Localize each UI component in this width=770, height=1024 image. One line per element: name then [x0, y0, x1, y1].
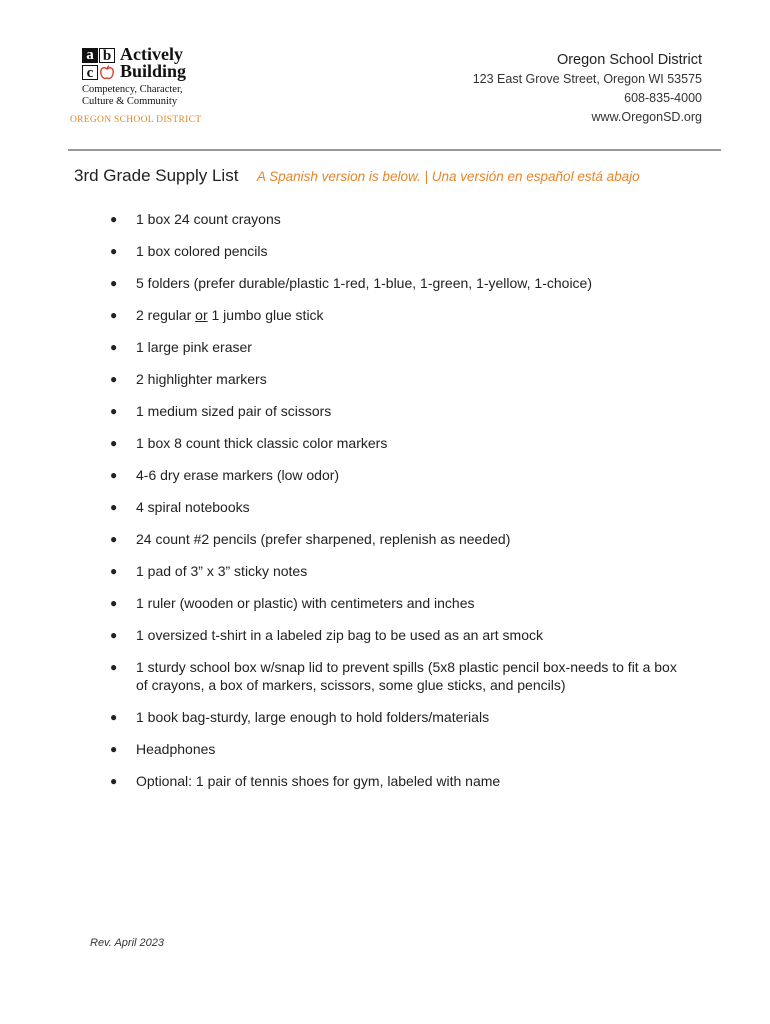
bullet-icon: ● — [110, 308, 118, 322]
list-item — [110, 370, 690, 388]
logo-tagline-2: Culture & Community — [82, 96, 178, 107]
list-item-text: 1 medium sized pair of scissors — [136, 403, 332, 419]
list-item — [110, 658, 690, 694]
bullet-icon: ● — [110, 628, 118, 642]
list-item-text: 2 regular or 1 jumbo glue stick — [136, 307, 324, 323]
website-link[interactable]: www.OregonSD.org — [591, 110, 702, 124]
list-item-text: 4-6 dry erase markers (low odor) — [136, 467, 340, 483]
district-name: Oregon School District — [556, 52, 702, 68]
bullet-icon: ● — [110, 564, 118, 578]
list-item — [110, 530, 690, 548]
apple-icon — [99, 65, 115, 80]
list-item — [110, 306, 690, 324]
bullet-icon: ● — [110, 774, 118, 788]
bullet-icon: ● — [110, 340, 118, 354]
list-item-text: 1 sturdy school box w/snap lid to prevent spills (5x8 plastic pencil box-needs to fit a box of crayons, a box of markers, scissors, some glue sticks, and pencils) — [136, 659, 677, 693]
list-item-text: Optional: 1 pair of tennis shoes for gym, labeled with name — [136, 773, 501, 789]
logo-district-name: OREGON SCHOOL DISTRICT — [70, 115, 202, 125]
list-item — [110, 772, 690, 790]
list-item-text: 1 ruler (wooden or plastic) with centimeters and inches — [136, 595, 475, 611]
list-item — [110, 562, 690, 580]
list-item — [110, 274, 690, 292]
abc-logo-mark — [82, 48, 116, 80]
list-item — [110, 434, 690, 452]
page-title: 3rd Grade Supply List — [74, 166, 239, 185]
list-item — [110, 594, 690, 612]
spanish-version-note: A Spanish version is below. | Una versión en español está abajo — [256, 169, 640, 184]
bullet-icon: ● — [110, 500, 118, 514]
list-item — [110, 338, 690, 356]
bullet-icon: ● — [110, 372, 118, 386]
bullet-icon: ● — [110, 244, 118, 258]
revision-date: Rev. April 2023 — [90, 937, 164, 949]
phone-number: 608-835-4000 — [624, 91, 702, 105]
supply-list-heading — [74, 166, 640, 186]
list-item — [110, 210, 690, 228]
bullet-icon: ● — [110, 742, 118, 756]
logo-letter-c: c — [82, 65, 98, 80]
list-item — [110, 402, 690, 420]
list-item-text: 1 book bag-sturdy, large enough to hold folders/materials — [136, 709, 490, 725]
bullet-icon: ● — [110, 660, 118, 674]
list-item-text: 2 highlighter markers — [136, 371, 267, 387]
bullet-icon: ● — [110, 710, 118, 724]
street-address: 123 East Grove Street, Oregon WI 53575 — [472, 72, 702, 86]
list-item — [110, 498, 690, 516]
list-item — [110, 626, 690, 644]
logo-letter-a: a — [82, 48, 98, 63]
list-item-text: 5 folders (prefer durable/plastic 1-red, 1-blue, 1-green, 1-yellow, 1-choice) — [136, 275, 593, 291]
logo-word-building: Building — [120, 61, 187, 81]
list-item-text: 1 box colored pencils — [136, 243, 268, 259]
list-item — [110, 242, 690, 260]
list-item-text: 4 spiral notebooks — [136, 499, 250, 515]
list-item-text: 1 pad of 3” x 3” sticky notes — [136, 563, 308, 579]
logo-tagline-1: Competency, Character, — [82, 84, 183, 95]
district-logo — [70, 46, 220, 128]
bullet-icon: ● — [110, 404, 118, 418]
list-item — [110, 740, 690, 758]
list-item — [110, 708, 690, 726]
district-address-block — [473, 50, 702, 127]
underlined-word: or — [195, 307, 208, 323]
header-divider — [68, 149, 721, 151]
supply-list — [110, 210, 690, 804]
logo-letter-b: b — [99, 48, 115, 63]
bullet-icon: ● — [110, 596, 118, 610]
logo-word-actively: Actively — [120, 44, 183, 64]
bullet-icon: ● — [110, 468, 118, 482]
bullet-icon: ● — [110, 276, 118, 290]
list-item-text: 1 large pink eraser — [136, 339, 252, 355]
list-item-text: 24 count #2 pencils (prefer sharpened, replenish as needed) — [136, 531, 511, 547]
bullet-icon: ● — [110, 436, 118, 450]
bullet-icon: ● — [110, 532, 118, 546]
list-item-text: Headphones — [136, 741, 216, 757]
list-item — [110, 466, 690, 484]
list-item-text: 1 box 8 count thick classic color markers — [136, 435, 388, 451]
list-item-text: 1 oversized t-shirt in a labeled zip bag to be used as an art smock — [136, 627, 543, 643]
bullet-icon: ● — [110, 212, 118, 226]
list-item-text: 1 box 24 count crayons — [136, 211, 281, 227]
